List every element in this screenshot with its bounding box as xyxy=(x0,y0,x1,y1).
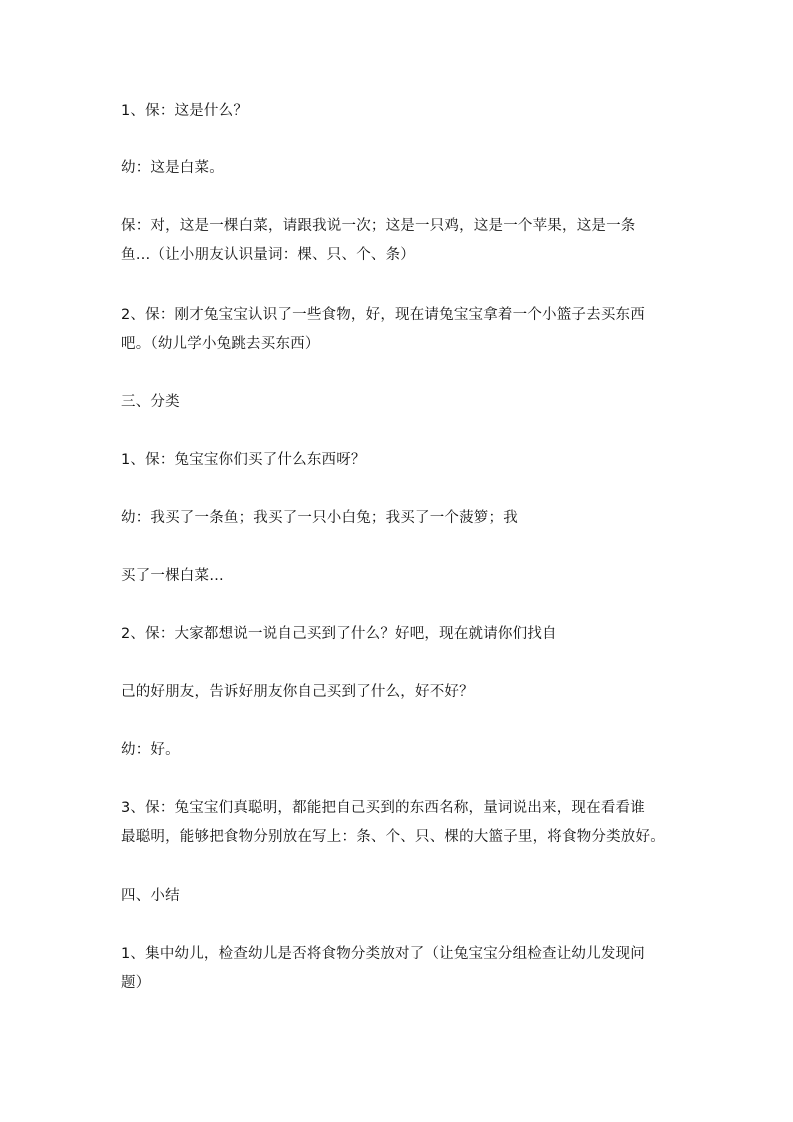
dialogue-line: 1、保：兔宝宝你们买了什么东西呀？ xyxy=(121,452,366,468)
dialogue-line: 鱼…（让小朋友认识量词：棵、只、个、条） xyxy=(121,247,415,263)
dialogue-line: 1、集中幼儿，检查幼儿是否将食物分类放对了（让兔宝宝分组检查让幼儿发现问 xyxy=(121,946,645,962)
dialogue-line: 2、保：大家都想说一说自己买到了什么？好吧，现在就请你们找自 xyxy=(121,626,557,642)
dialogue-line: 吧。（幼儿学小兔跳去买东西） xyxy=(121,336,320,352)
dialogue-line: 题） xyxy=(121,975,151,991)
dialogue-line: 己的好朋友，告诉好朋友你自己买到了什么，好不好？ xyxy=(121,684,474,700)
dialogue-line: 幼：好。 xyxy=(121,742,180,758)
dialogue-line: 3、保：兔宝宝们真聪明，都能把自己买到的东西名称，量词说出来，现在看看谁 xyxy=(121,800,645,816)
dialogue-line: 保：对，这是一棵白菜，请跟我说一次；这是一只鸡，这是一个苹果，这是一条 xyxy=(121,218,636,234)
dialogue-line: 最聪明，能够把食物分别放在写上：条、个、只、棵的大篮子里，将食物分类放好。 xyxy=(121,829,665,845)
dialogue-line: 2、保：刚才兔宝宝认识了一些食物，好，现在请兔宝宝拿着一个小篮子去买东西 xyxy=(121,307,645,323)
dialogue-line: 买了一棵白菜… xyxy=(121,568,224,584)
dialogue-line: 1、保：这是什么？ xyxy=(121,103,249,119)
dialogue-line: 幼：这是白菜。 xyxy=(121,160,224,176)
dialogue-line: 幼：我买了一条鱼；我买了一只小白兔；我买了一个菠箩；我 xyxy=(121,510,518,526)
section-heading: 四、小结 xyxy=(121,888,180,904)
section-heading: 三、分类 xyxy=(121,394,180,410)
